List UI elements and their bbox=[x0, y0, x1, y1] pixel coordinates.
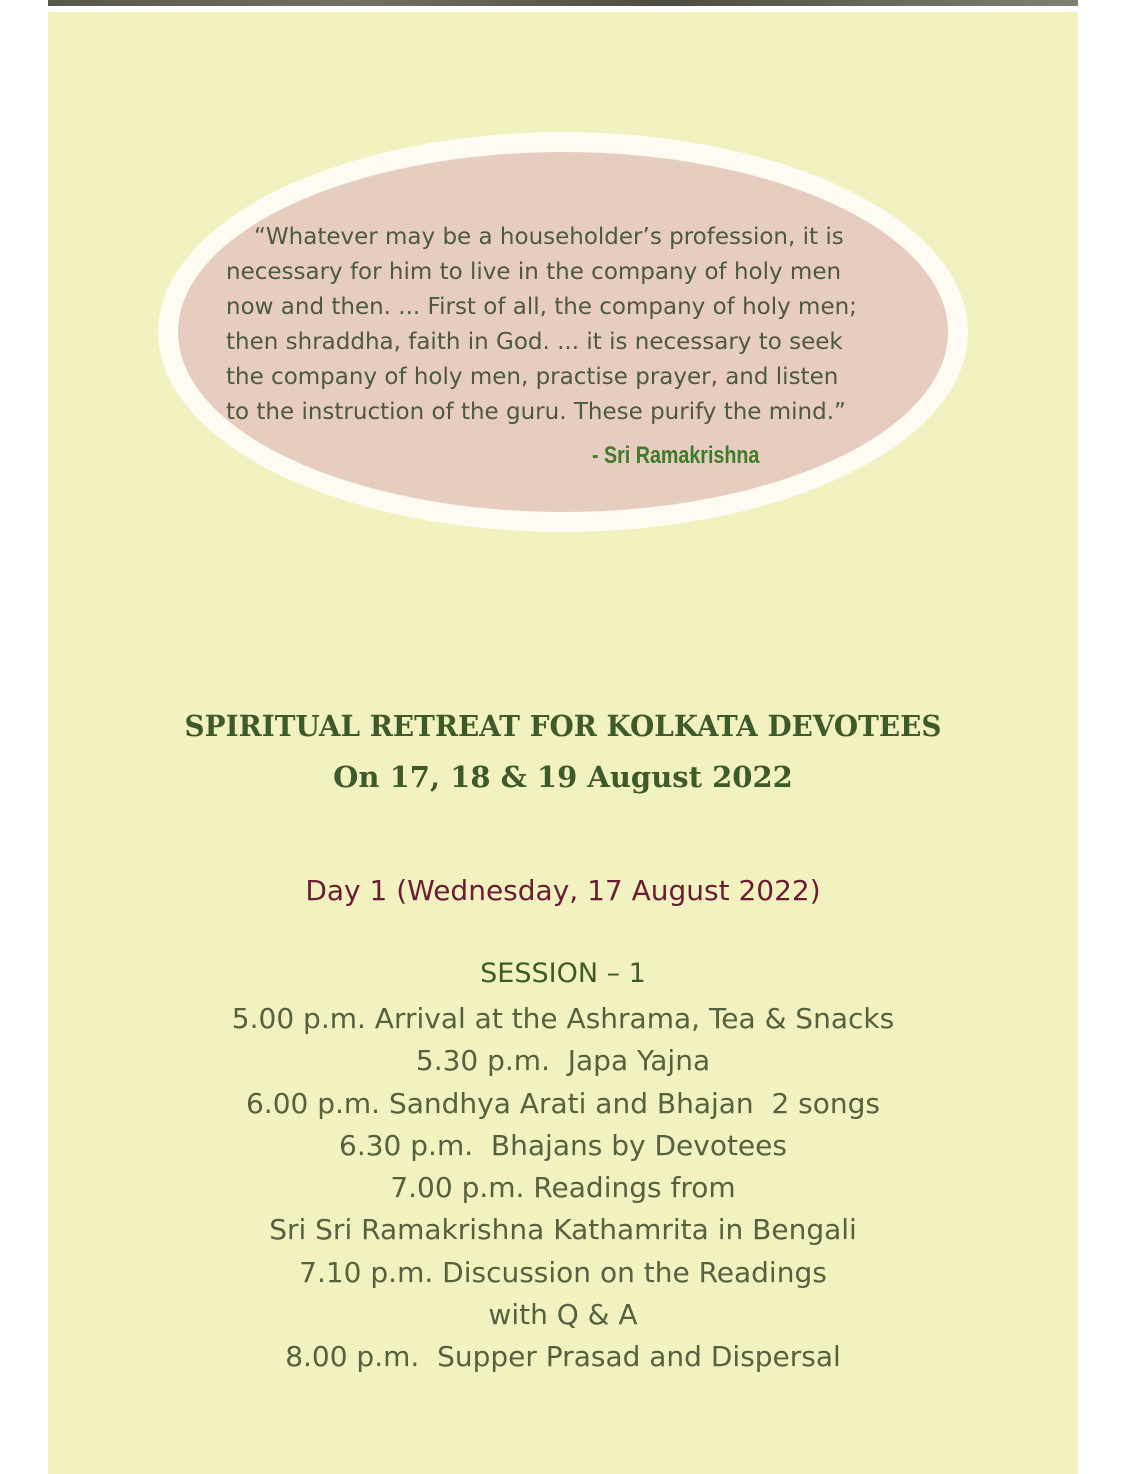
session-schedule bbox=[48, 998, 1078, 1379]
quote-line: now and then. ... First of all, the company of holy men; bbox=[226, 294, 857, 320]
schedule-item: 6.00 p.m. Sandhya Arati and Bhajan 2 songs bbox=[245, 1086, 881, 1120]
flyer-page bbox=[48, 12, 1078, 1474]
quote-line: to the instruction of the guru. These purify the mind.” bbox=[226, 399, 846, 425]
quote-line: necessary for him to live in the company of holy men bbox=[226, 259, 842, 285]
schedule-item: 8.00 p.m. Supper Prasad and Dispersal bbox=[285, 1340, 841, 1374]
schedule-item: Sri Sri Ramakrishna Kathamrita in Bengali bbox=[269, 1213, 857, 1247]
quote-author: - Sri Ramakrishna bbox=[592, 442, 760, 469]
schedule-item: 7.00 p.m. Readings from bbox=[390, 1171, 736, 1205]
quote-line: the company of holy men, practise prayer, and listen bbox=[226, 364, 839, 390]
schedule-item: 7.10 p.m. Discussion on the Readings bbox=[299, 1255, 827, 1289]
schedule-item: 6.30 p.m. Bhajans by Devotees bbox=[339, 1128, 787, 1162]
quote-text bbox=[226, 220, 916, 430]
quote-line: “Whatever may be a householder’s profession, it is bbox=[254, 224, 844, 250]
session-heading: SESSION – 1 bbox=[480, 958, 646, 989]
schedule-item: 5.00 p.m. Arrival at the Ashrama, Tea & Snacks bbox=[231, 1002, 895, 1035]
event-dates: On 17, 18 & 19 August 2022 bbox=[333, 760, 793, 794]
quote-line: then shraddha, faith in God. ... it is necessary to seek bbox=[226, 329, 843, 355]
schedule-item: 5.30 p.m. Japa Yajna bbox=[415, 1044, 711, 1078]
schedule-item: with Q & A bbox=[488, 1298, 638, 1332]
day-heading: Day 1 (Wednesday, 17 August 2022) bbox=[305, 874, 821, 907]
top-edge-strip bbox=[48, 0, 1078, 6]
event-title: SPIRITUAL RETREAT FOR KOLKATA DEVOTEES bbox=[184, 709, 942, 743]
